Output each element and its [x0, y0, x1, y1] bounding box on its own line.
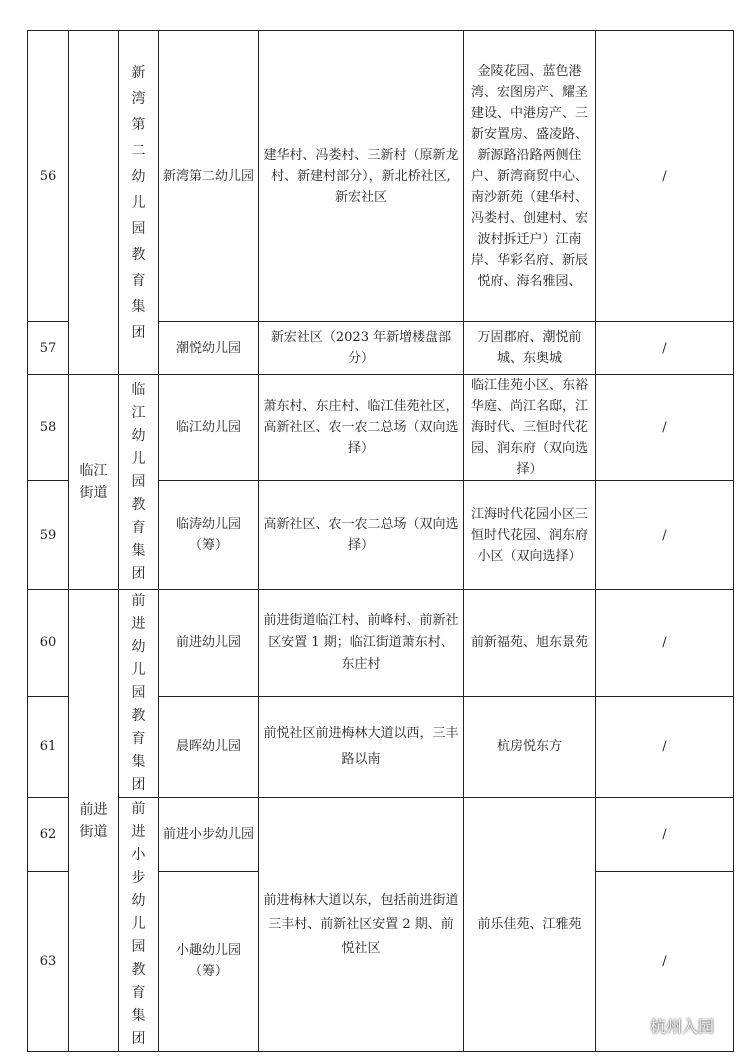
table-row [28, 798, 734, 872]
row-number: 59 [28, 481, 69, 590]
education-group [119, 31, 159, 375]
table-row [28, 375, 734, 481]
service-area: 前悦社区前进梅林大道以西，三丰路以南 [259, 696, 464, 797]
note-slash: / [596, 322, 734, 375]
education-group [119, 798, 159, 1052]
table-row [28, 590, 734, 697]
table-row [28, 31, 734, 322]
kindergarten-name: 潮悦幼儿园 [159, 322, 259, 375]
education-group-label: 前进小步幼儿园教育集团 [131, 801, 146, 1047]
note-slash: / [596, 481, 734, 590]
service-area: 高新社区、农一农二总场（双向选择） [259, 481, 464, 590]
row-number: 62 [28, 798, 69, 872]
street-label: 临江街道 [79, 463, 108, 501]
residential-estates: 江海时代花园小区三恒时代花园、润东府小区（双向选择） [464, 481, 596, 590]
kindergarten-name: 小趣幼儿园（筹） [159, 871, 259, 1051]
service-area: 新宏社区（2023 年新增楼盘部分） [259, 322, 464, 375]
residential-estates: 金陵花园、蓝色港湾、宏图房产、耀圣建设、中港房产、三新安置房、盛凌路、新源路沿路两侧住户、新湾商贸中心、南沙新苑（建华村、冯娄村、创建村、宏波村拆迁户）江南岸、华彩名府、新辰悦府、海名雅园、 [464, 31, 596, 322]
watermark-text: 杭州入园 [650, 1016, 715, 1036]
kindergarten-name: 临涛幼儿园（筹） [159, 481, 259, 590]
kindergarten-name: 前进幼儿园 [159, 590, 259, 697]
street-cell-blank [69, 31, 119, 375]
residential-estates: 前新福苑、旭东景苑 [464, 590, 596, 697]
education-group [119, 590, 159, 798]
wechat-icon [622, 1016, 644, 1034]
education-group-label: 前进幼儿园教育集团 [131, 593, 146, 793]
note-slash: / [596, 871, 734, 1051]
watermark [622, 1010, 714, 1040]
service-area: 建华村、冯娄村、三新村（原新龙村、新建村部分），新北桥社区, 新宏社区 [259, 31, 464, 322]
education-group [119, 375, 159, 590]
note-slash: / [596, 590, 734, 697]
kindergarten-name: 前进小步幼儿园 [159, 798, 259, 872]
service-area: 萧东村、东庄村、临江佳苑社区，高新社区、农一农二总场（双向选择） [259, 375, 464, 481]
note-slash: / [596, 696, 734, 797]
street-label: 前进街道 [79, 801, 108, 840]
street-cell [69, 590, 119, 1052]
row-number: 63 [28, 871, 69, 1051]
residential-estates: 临江佳苑小区、东裕华庭、尚江名邸，江海时代、三恒时代花园、润东府（双向选择） [464, 375, 596, 481]
residential-estates: 杭房悦东方 [464, 696, 596, 797]
admission-zone-table [27, 30, 734, 1052]
service-area-shared: 前进梅林大道以东，包括前进街道三丰村、前新社区安置 2 期、前悦社区 [259, 798, 464, 1052]
kindergarten-name: 临江幼儿园 [159, 375, 259, 481]
residential-estates-shared: 前乐佳苑、江雅苑 [464, 798, 596, 1052]
street-cell [69, 375, 119, 590]
education-group-label: 临江幼儿园教育集团 [131, 381, 146, 582]
residential-estates: 万固郡府、潮悦前城、东奥城 [464, 322, 596, 375]
row-number: 56 [28, 31, 69, 322]
row-number: 57 [28, 322, 69, 375]
kindergarten-name: 晨晖幼儿园 [159, 696, 259, 797]
education-group-label: 新湾第二幼儿园教育集团 [131, 64, 146, 341]
note-slash: / [596, 31, 734, 322]
service-area: 前进街道临江村、前峰村、前新社区安置 1 期；临江街道萧东村、东庄村 [259, 590, 464, 697]
row-number: 58 [28, 375, 69, 481]
kindergarten-name: 新湾第二幼儿园 [159, 31, 259, 322]
note-slash: / [596, 798, 734, 872]
row-number: 60 [28, 590, 69, 697]
row-number: 61 [28, 696, 69, 797]
note-slash: / [596, 375, 734, 481]
